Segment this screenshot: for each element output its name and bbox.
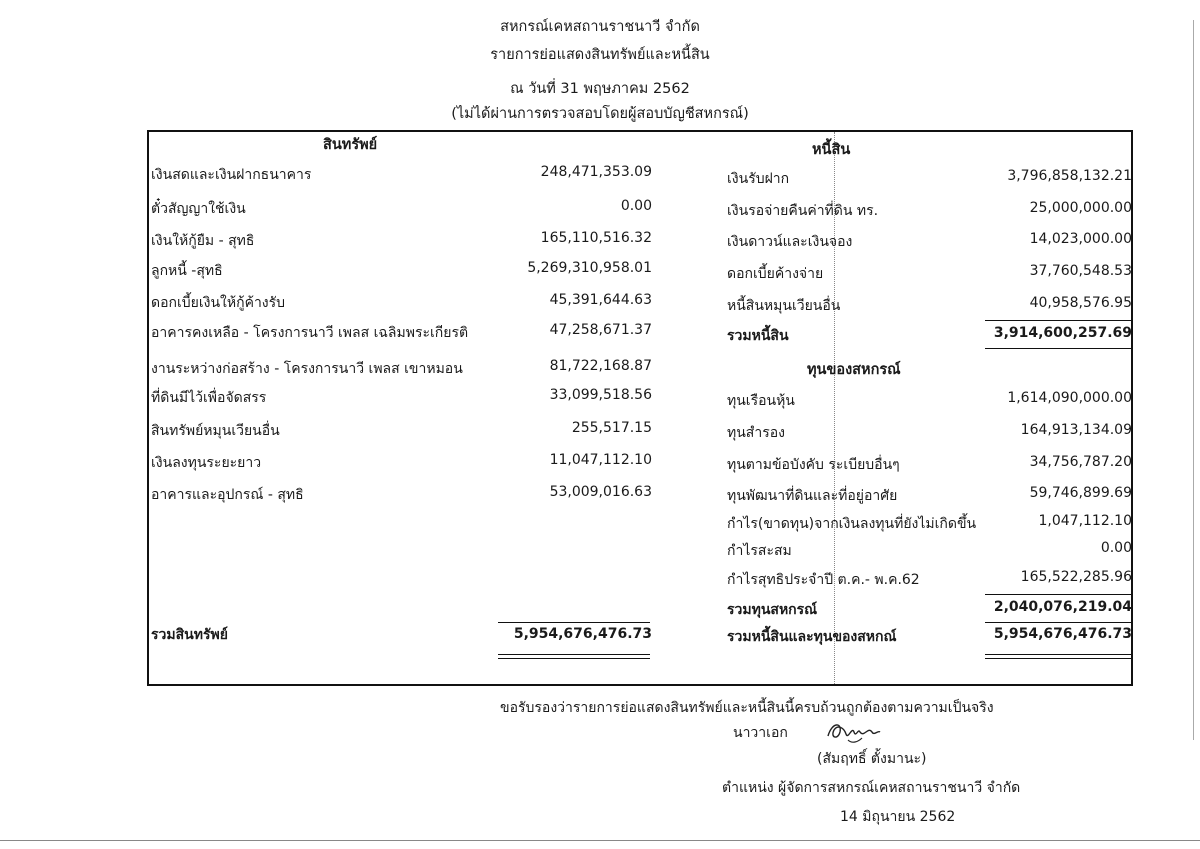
signing-date: 14 มิถุนายน 2562 xyxy=(840,809,956,825)
liabilities-total-value: 3,914,600,257.69 xyxy=(993,325,1132,341)
asset-label: อาคารคงเหลือ - โครงการนาวี เพลส เฉลิมพระเกียรติ xyxy=(151,325,469,341)
asset-value: 47,258,671.37 xyxy=(549,322,652,338)
liability-value: 37,760,548.53 xyxy=(1029,263,1132,279)
signer-name: (สัมฤทธิ์ ตั้งมานะ) xyxy=(817,751,927,767)
assets-total-double-rule xyxy=(498,654,650,659)
org-name: สหกรณ์เคหสถานราชนาวี จำกัด xyxy=(500,19,700,35)
liability-value: 25,000,000.00 xyxy=(1029,200,1132,216)
liability-label: เงินดาวน์และเงินจอง xyxy=(727,234,853,250)
asset-value: 11,047,112.10 xyxy=(549,452,652,468)
signer-position: ตำแหน่ง ผู้จัดการสหกรณ์เคหสถานราชนาวี จำกัด xyxy=(722,780,1021,796)
asset-value: 248,471,353.09 xyxy=(540,164,652,180)
equity-label: กำไร(ขาดทุน)จากเงินลงทุนที่ยังไม่เกิดขึ้น xyxy=(727,516,977,532)
equity-total-value: 2,040,076,219.04 xyxy=(993,599,1132,615)
assets-total-value: 5,954,676,476.73 xyxy=(513,626,652,642)
certification-text: ขอรับรองว่ารายการย่อแสดงสินทรัพย์และหนี้สินนี้ครบถ้วนถูกต้องตามความเป็นจริง xyxy=(500,700,994,716)
asset-label: ดอกเบี้ยเงินให้กู้ค้างรับ xyxy=(151,295,286,311)
equity-subtotal-rule xyxy=(985,594,1131,595)
liabilities-subtotal-rule xyxy=(985,320,1131,321)
assets-subtotal-rule xyxy=(498,622,650,623)
equity-value: 164,913,134.09 xyxy=(1020,422,1132,438)
signature-mark xyxy=(824,718,884,744)
asset-label: สินทรัพย์หมุนเวียนอื่น xyxy=(151,423,280,439)
asset-value: 33,099,518.56 xyxy=(549,387,652,403)
liabilities-heading: หนี้สิน xyxy=(812,142,851,158)
equity-value: 34,756,787.20 xyxy=(1029,454,1132,470)
asset-label: เงินสดและเงินฝากธนาคาร xyxy=(151,167,312,183)
asset-value: 255,517.15 xyxy=(571,420,652,436)
signer-rank: นาวาเอก xyxy=(733,725,788,741)
equity-label: ทุนสำรอง xyxy=(727,425,785,441)
equity-label: กำไรสุทธิประจำปี ต.ค.- พ.ค.62 xyxy=(727,572,920,588)
asset-label: อาคารและอุปกรณ์ - สุทธิ xyxy=(151,487,304,503)
asset-value: 53,009,016.63 xyxy=(549,484,652,500)
equity-total-label: รวมทุนสหกรณ์ xyxy=(727,602,818,618)
grand-total-value: 5,954,676,476.73 xyxy=(993,626,1132,642)
asset-value: 165,110,516.32 xyxy=(540,230,652,246)
asset-label: เงินลงทุนระยะยาว xyxy=(151,455,262,471)
assets-heading: สินทรัพย์ xyxy=(323,137,378,153)
assets-total-label: รวมสินทรัพย์ xyxy=(151,627,228,643)
liability-value: 3,796,858,132.21 xyxy=(1007,168,1132,184)
scan-edge-right xyxy=(1193,20,1194,740)
equity-value: 1,614,090,000.00 xyxy=(1007,390,1132,406)
asset-label: เงินให้กู้ยืม - สุทธิ xyxy=(151,233,255,249)
asset-label: ลูกหนี้ -สุทธิ xyxy=(151,263,223,279)
asset-value: 0.00 xyxy=(620,198,652,214)
scan-edge-bottom xyxy=(0,840,1200,841)
equity-value: 165,522,285.96 xyxy=(1020,569,1132,585)
report-title: รายการย่อแสดงสินทรัพย์และหนี้สิน xyxy=(490,47,710,63)
asset-label: ตั๋วสัญญาใช้เงิน xyxy=(151,201,246,217)
grand-total-double-rule xyxy=(985,654,1131,659)
asset-label: ที่ดินมีไว้เพื่อจัดสรร xyxy=(151,390,267,406)
equity-label: ทุนตามข้อบังคับ ระเบียบอื่นๆ xyxy=(727,457,900,473)
asset-label: งานระหว่างก่อสร้าง - โครงการนาวี เพลส เขาหมอน xyxy=(151,361,463,377)
equity-value: 0.00 xyxy=(1100,540,1132,556)
equity-label: ทุนพัฒนาที่ดินและที่อยู่อาศัย xyxy=(727,488,898,504)
liability-value: 14,023,000.00 xyxy=(1029,231,1132,247)
liability-label: เงินรอจ่ายคืนค่าที่ดิน ทร. xyxy=(727,203,879,219)
asset-value: 45,391,644.63 xyxy=(549,292,652,308)
liabilities-total-label: รวมหนี้สิน xyxy=(727,328,789,344)
liability-label: หนี้สินหมุนเวียนอื่น xyxy=(727,298,841,314)
equity-heading: ทุนของสหกรณ์ xyxy=(807,362,901,378)
audit-note: (ไม่ได้ผ่านการตรวจสอบโดยผู้สอบบัญชีสหกรณ์) xyxy=(451,106,749,122)
grand-total-label: รวมหนี้สินและทุนของสหกณ์ xyxy=(727,629,897,645)
equity-label: ทุนเรือนหุ้น xyxy=(727,393,795,409)
asset-value: 81,722,168.87 xyxy=(549,358,652,374)
equity-value: 1,047,112.10 xyxy=(1038,513,1132,529)
liability-label: ดอกเบี้ยค้างจ่าย xyxy=(727,266,824,282)
equity-value: 59,746,899.69 xyxy=(1029,485,1132,501)
grand-total-top-rule xyxy=(985,622,1131,623)
liability-label: เงินรับฝาก xyxy=(727,171,790,187)
asset-value: 5,269,310,958.01 xyxy=(527,260,652,276)
equity-label: กำไรสะสม xyxy=(727,543,792,559)
report-date: ณ วันที่ 31 พฤษภาคม 2562 xyxy=(510,81,690,97)
liabilities-total-underline xyxy=(985,348,1131,349)
liability-value: 40,958,576.95 xyxy=(1029,295,1132,311)
